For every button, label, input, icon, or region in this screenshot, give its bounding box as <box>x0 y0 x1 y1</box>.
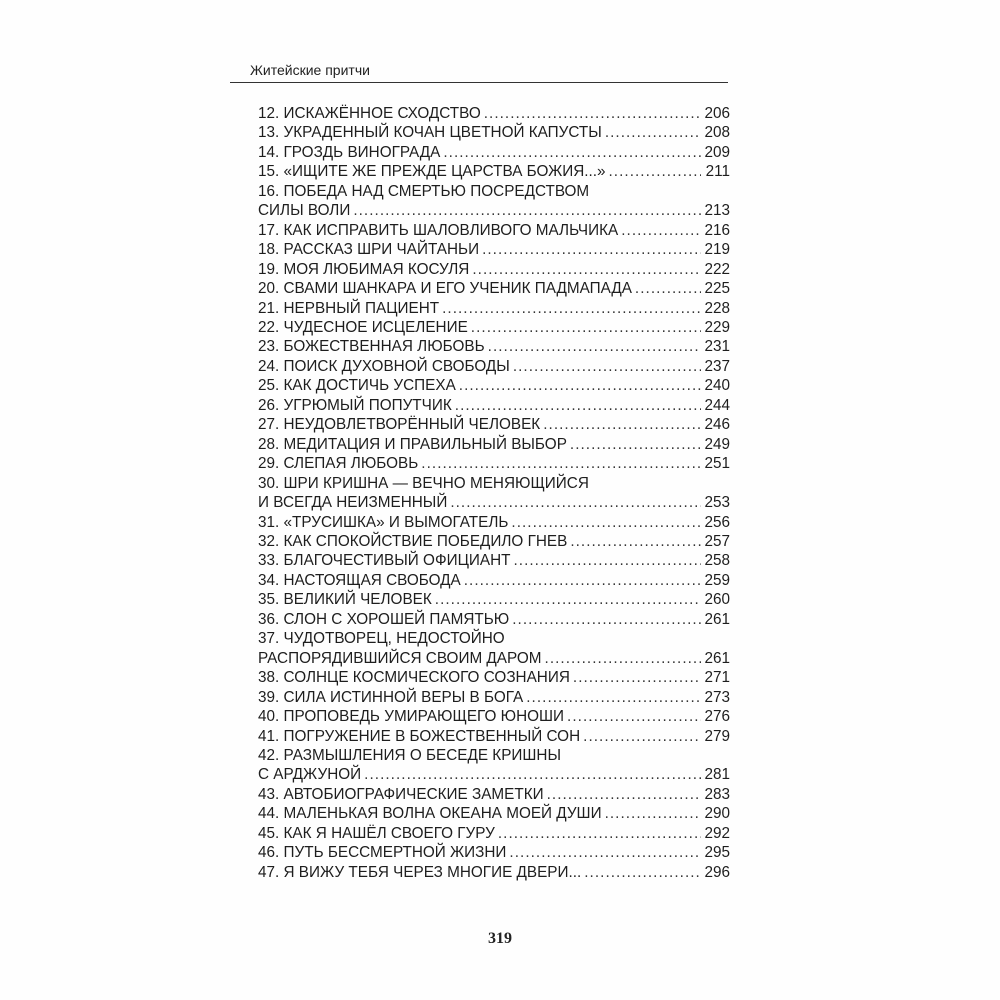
toc-entry-line <box>258 571 730 590</box>
toc-entry-page: 261 <box>704 610 730 628</box>
toc-entry <box>258 221 730 240</box>
toc-entry-line <box>258 474 730 493</box>
toc-entry-page: 225 <box>704 280 730 298</box>
toc-entry-title: 32. КАК СПОКОЙСТВИЕ ПОБЕДИЛО ГНЕВ <box>258 532 568 550</box>
toc-entry <box>258 629 730 668</box>
toc-entry-page: 296 <box>704 863 730 881</box>
toc-entry-line <box>258 279 730 298</box>
toc-entry-page: 240 <box>704 377 730 395</box>
toc-entry-title: 34. НАСТОЯЩАЯ СВОБОДА <box>258 571 461 589</box>
toc-entry <box>258 571 730 590</box>
toc-entry-page: 259 <box>704 571 730 589</box>
toc-entry-line <box>258 727 730 746</box>
toc-entry-page: 281 <box>704 766 730 784</box>
toc-entry <box>258 104 730 123</box>
toc-entry-title: 19. МОЯ ЛЮБИМАЯ КОСУЛЯ <box>258 260 470 278</box>
dot-leader <box>484 104 701 119</box>
dot-leader <box>498 824 701 839</box>
toc-entry-page: 256 <box>704 513 730 531</box>
toc-entry-title: 44. МАЛЕНЬКАЯ ВОЛНА ОКЕАНА МОЕЙ ДУШИ <box>258 805 602 823</box>
toc-entry-line <box>258 843 730 862</box>
page-number: 319 <box>488 930 512 947</box>
dot-leader <box>513 357 701 372</box>
toc-entry-line <box>258 201 730 220</box>
toc-entry-page: 206 <box>704 105 730 122</box>
toc-entry-title: 39. СИЛА ИСТИННОЙ ВЕРЫ В БОГА <box>258 688 524 706</box>
toc-entry <box>258 513 730 532</box>
dot-leader <box>421 454 701 469</box>
toc-entry-line <box>258 162 730 181</box>
toc-entry-title: 12. ИСКАЖЁННОЕ СХОДСТВО <box>258 105 481 122</box>
dot-leader <box>455 396 701 411</box>
toc-entry <box>258 804 730 823</box>
toc-entry-line <box>258 824 730 843</box>
toc-entry-page: 253 <box>704 494 730 512</box>
toc-entry-title: 24. ПОИСК ДУХОВНОЙ СВОБОДЫ <box>258 357 510 375</box>
toc-entry-title: 38. СОЛНЦЕ КОСМИЧЕСКОГО СОЗНАНИЯ <box>258 669 570 687</box>
toc-entry-title: СИЛЫ ВОЛИ <box>258 202 351 220</box>
toc-entry <box>258 318 730 337</box>
dot-leader <box>450 493 701 508</box>
dot-leader <box>570 435 701 450</box>
dot-leader <box>443 143 701 158</box>
toc-entry <box>258 337 730 356</box>
toc-entry <box>258 727 730 746</box>
toc-entry-title: 40. ПРОПОВЕДЬ УМИРАЮЩЕГО ЮНОШИ <box>258 708 565 726</box>
toc-entry-title: 47. Я ВИЖУ ТЕБЯ ЧЕРЕЗ МНОГИЕ ДВЕРИ... <box>258 863 582 881</box>
toc-entry-line <box>258 765 730 784</box>
toc-entry-line <box>258 396 730 415</box>
dot-leader <box>353 201 701 216</box>
toc-entry-title: 41. ПОГРУЖЕНИЕ В БОЖЕСТВЕННЫЙ СОН <box>258 727 581 745</box>
toc-entry-page: 222 <box>704 260 730 278</box>
dot-leader <box>621 221 701 236</box>
toc-entry-line <box>258 260 730 279</box>
dot-leader <box>543 415 701 430</box>
toc-entry-page: 219 <box>704 241 730 259</box>
toc-entry-page: 229 <box>704 318 730 336</box>
toc-entry-page: 271 <box>704 669 730 687</box>
dot-leader <box>526 688 701 703</box>
dot-leader <box>635 279 701 294</box>
toc-entry-line <box>258 532 730 551</box>
dot-leader <box>464 571 701 586</box>
toc-entry-page: 246 <box>704 416 730 434</box>
toc-entry-page: 260 <box>704 591 730 609</box>
toc-entry <box>258 824 730 843</box>
toc-entry-page: 213 <box>704 202 730 220</box>
toc-entry-line <box>258 435 730 454</box>
toc-entry <box>258 863 730 882</box>
toc-entry-page: 279 <box>704 727 730 745</box>
toc-entry-title: 26. УГРЮМЫЙ ПОПУТЧИК <box>258 396 452 414</box>
dot-leader <box>567 707 701 722</box>
toc-entry-page: 208 <box>704 124 730 142</box>
dot-leader <box>512 610 701 625</box>
toc-entry <box>258 279 730 298</box>
toc-entry-title: И ВСЕГДА НЕИЗМЕННЫЙ <box>258 494 448 512</box>
toc-entry-title: 23. БОЖЕСТВЕННАЯ ЛЮБОВЬ <box>258 338 485 356</box>
toc-entry-page: 292 <box>704 824 730 842</box>
toc-entry-page: 290 <box>704 805 730 823</box>
dot-leader <box>570 532 701 547</box>
toc-entry-line <box>258 376 730 395</box>
toc-entry-page: 231 <box>704 338 730 356</box>
toc-entry-title: 18. РАССКАЗ ШРИ ЧАЙТАНЬИ <box>258 241 480 259</box>
toc-entry-line <box>258 221 730 240</box>
toc-entry <box>258 162 730 181</box>
toc-entry-line <box>258 707 730 726</box>
toc-entry-title: 46. ПУТЬ БЕССМЕРТНОЙ ЖИЗНИ <box>258 844 507 862</box>
toc-entry-line <box>258 454 730 473</box>
toc-entry-page: 211 <box>705 163 730 181</box>
toc-entry-page: 251 <box>704 455 730 473</box>
toc-entry <box>258 551 730 570</box>
toc-entry <box>258 746 730 785</box>
toc-entry-title: 29. СЛЕПАЯ ЛЮБОВЬ <box>258 455 419 473</box>
toc-entry-page: 283 <box>704 785 730 803</box>
toc-entry-title: 17. КАК ИСПРАВИТЬ ШАЛОВЛИВОГО МАЛЬЧИКА <box>258 221 619 239</box>
toc-entry <box>258 435 730 454</box>
toc-entry <box>258 590 730 609</box>
toc-entry-title: 22. ЧУДЕСНОЕ ИСЦЕЛЕНИЕ <box>258 318 468 336</box>
toc-entry-title: 21. НЕРВНЫЙ ПАЦИЕНТ <box>258 299 440 317</box>
toc-entry-line <box>258 668 730 687</box>
toc-entry <box>258 707 730 726</box>
dot-leader <box>573 668 701 683</box>
toc-entry-title: С АРДЖУНОЙ <box>258 766 362 784</box>
dot-leader <box>364 765 701 780</box>
toc-entry-title: 28. МЕДИТАЦИЯ И ПРАВИЛЬНЫЙ ВЫБОР <box>258 435 567 453</box>
toc-entry-line <box>258 590 730 609</box>
dot-leader <box>459 376 701 391</box>
toc-entry-line <box>258 123 730 142</box>
toc-entry <box>258 688 730 707</box>
dot-leader <box>605 123 701 138</box>
table-of-contents <box>258 104 730 882</box>
toc-entry-line <box>258 318 730 337</box>
toc-entry-line <box>258 629 730 648</box>
running-head-title: Житейские притчи <box>250 62 370 78</box>
toc-entry <box>258 299 730 318</box>
dot-leader <box>583 727 701 742</box>
toc-entry-title: 31. «ТРУСИШКА» И ВЫМОГАТЕЛЬ <box>258 513 509 531</box>
dot-leader <box>584 863 701 878</box>
toc-entry-title: 27. НЕУДОВЛЕТВОРЁННЫЙ ЧЕЛОВЕК <box>258 416 541 434</box>
toc-entry-line <box>258 863 730 882</box>
dot-leader <box>471 318 701 333</box>
toc-entry-title: РАСПОРЯДИВШИЙСЯ СВОИМ ДАРОМ <box>258 649 542 667</box>
toc-entry-line <box>258 746 730 765</box>
toc-entry-title: 37. ЧУДОТВОРЕЦ, НЕДОСТОЙНО <box>258 630 505 648</box>
toc-entry <box>258 260 730 279</box>
toc-entry-line <box>258 551 730 570</box>
dot-leader <box>482 240 701 255</box>
running-head <box>230 58 728 83</box>
dot-leader <box>511 513 701 528</box>
toc-entry-line <box>258 337 730 356</box>
toc-entry-title: 16. ПОБЕДА НАД СМЕРТЬЮ ПОСРЕДСТВОМ <box>258 182 590 200</box>
toc-entry-page: 261 <box>704 649 730 667</box>
toc-entry-line <box>258 299 730 318</box>
toc-entry-line <box>258 104 730 123</box>
toc-entry <box>258 474 730 513</box>
toc-entry <box>258 376 730 395</box>
toc-entry-line <box>258 357 730 376</box>
toc-entry <box>258 123 730 142</box>
toc-entry-line <box>258 610 730 629</box>
toc-entry-line <box>258 688 730 707</box>
toc-entry <box>258 785 730 804</box>
toc-entry-title: 45. КАК Я НАШЁЛ СВОЕГО ГУРУ <box>258 824 495 842</box>
toc-entry-page: 228 <box>704 299 730 317</box>
toc-entry-line <box>258 493 730 512</box>
toc-entry <box>258 415 730 434</box>
dot-leader <box>488 337 701 352</box>
toc-entry-line <box>258 513 730 532</box>
toc-entry-page: 273 <box>704 688 730 706</box>
dot-leader <box>605 804 701 819</box>
toc-entry-page: 276 <box>704 708 730 726</box>
toc-entry <box>258 610 730 629</box>
dot-leader <box>545 649 701 664</box>
toc-entry-title: 35. ВЕЛИКИЙ ЧЕЛОВЕК <box>258 591 432 609</box>
toc-entry-page: 237 <box>704 357 730 375</box>
dot-leader <box>442 299 701 314</box>
toc-entry-title: 15. «ИЩИТЕ ЖЕ ПРЕЖДЕ ЦАРСТВА БОЖИЯ...» <box>258 163 606 181</box>
dot-leader <box>509 843 701 858</box>
toc-entry-line <box>258 785 730 804</box>
toc-entry-page: 295 <box>704 844 730 862</box>
toc-entry-title: 36. СЛОН С ХОРОШЕЙ ПАМЯТЬЮ <box>258 610 510 628</box>
dot-leader <box>472 260 701 275</box>
toc-entry-page: 249 <box>704 435 730 453</box>
toc-entry-line <box>258 143 730 162</box>
dot-leader <box>547 785 701 800</box>
toc-entry-title: 25. КАК ДОСТИЧЬ УСПЕХА <box>258 377 456 395</box>
toc-entry-page: 257 <box>704 532 730 550</box>
toc-entry-title: 30. ШРИ КРИШНА — ВЕЧНО МЕНЯЮЩИЙСЯ <box>258 474 589 492</box>
dot-leader <box>435 590 701 605</box>
toc-entry <box>258 357 730 376</box>
dot-leader <box>609 162 702 177</box>
toc-entry-line <box>258 649 730 668</box>
toc-entry-title: 14. ГРОЗДЬ ВИНОГРАДА <box>258 143 441 161</box>
toc-entry-title: 33. БЛАГОЧЕСТИВЫЙ ОФИЦИАНТ <box>258 552 511 570</box>
toc-entry <box>258 143 730 162</box>
toc-entry <box>258 532 730 551</box>
toc-entry-page: 258 <box>704 552 730 570</box>
toc-entry-line <box>258 415 730 434</box>
toc-entry <box>258 843 730 862</box>
toc-entry-page: 216 <box>704 221 730 239</box>
dot-leader <box>513 551 701 566</box>
toc-entry <box>258 454 730 473</box>
toc-entry-title: 13. УКРАДЕННЫЙ КОЧАН ЦВЕТНОЙ КАПУСТЫ <box>258 124 602 142</box>
toc-entry <box>258 668 730 687</box>
toc-entry <box>258 396 730 415</box>
toc-entry-line <box>258 804 730 823</box>
toc-entry-line <box>258 182 730 201</box>
toc-entry <box>258 240 730 259</box>
toc-entry-line <box>258 240 730 259</box>
toc-entry <box>258 182 730 221</box>
toc-entry-page: 244 <box>704 396 730 414</box>
toc-entry-title: 43. АВТОБИОГРАФИЧЕСКИЕ ЗАМЕТКИ <box>258 785 544 803</box>
toc-entry-page: 209 <box>704 143 730 161</box>
toc-entry-title: 42. РАЗМЫШЛЕНИЯ О БЕСЕДЕ КРИШНЫ <box>258 746 562 764</box>
toc-entry-title: 20. СВАМИ ШАНКАРА И ЕГО УЧЕНИК ПАДМАПАДА <box>258 280 632 298</box>
